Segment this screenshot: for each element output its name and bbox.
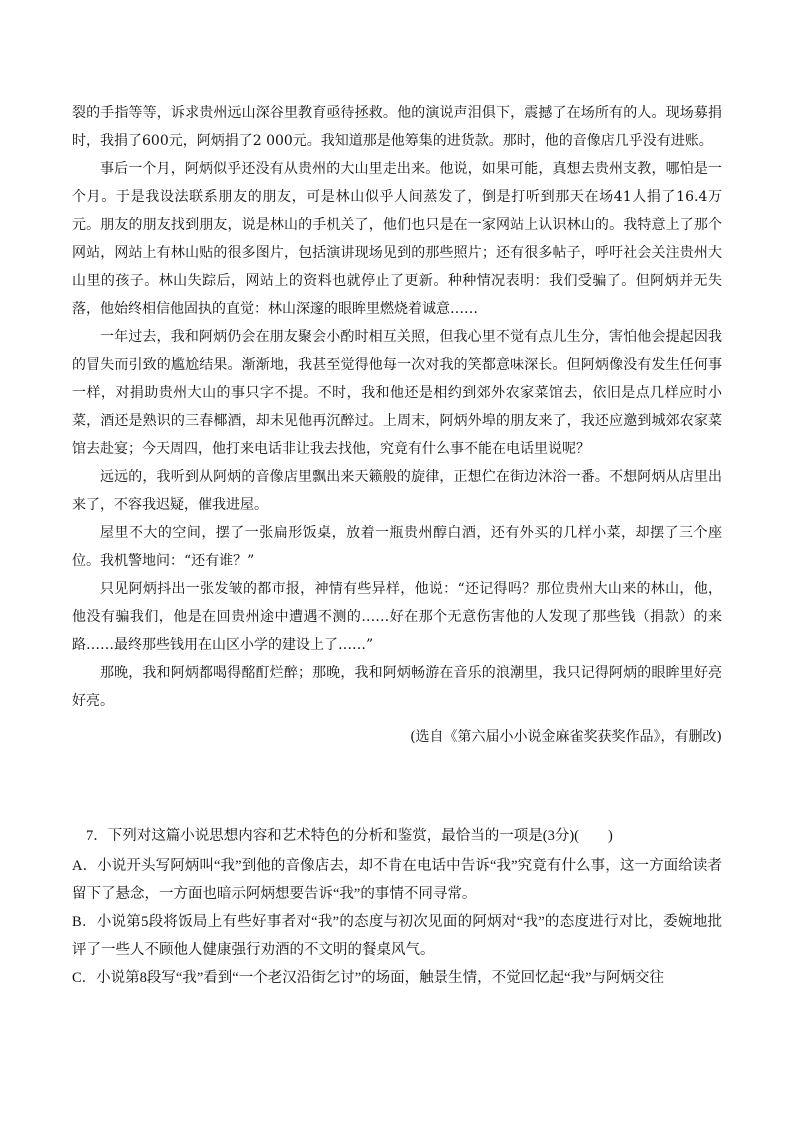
story-paragraph: 屋里不大的空间，摆了一张扁形饭桌，放着一瓶贵州醇白酒，还有外买的几样小菜，却摆了三个座位。我机警地问：“还有谁？” <box>72 525 722 569</box>
story-text <box>72 99 722 751</box>
story-paragraph: 事后一个月，阿炳似乎还没有从贵州的大山里走出来。他说，如果可能，真想去贵州支教，哪怕是一个月。于是我设法联系朋友的朋友，可是林山似乎人间蒸发了，倒是打听到那天在场41人捐了16.4万元。朋友的朋友找到朋友，说是林山的手机关了，他们也只是在一家网站上认识林山的。我特意上了那个网站，网站上有林山贴的很多图片，包括演讲现场见到的那些照片；还有很多帖子，呼吁社会关注贵州大山里的孩子。林山失踪后，网站上的资料也就停止了更新。种种情况表明：我们受骗了。但阿炳并无失落，他始终相信他固执的直觉：林山深邃的眼眸里燃烧着诚意…… <box>72 161 722 317</box>
question-block <box>72 822 722 992</box>
story-paragraph: 远远的，我听到从阿炳的音像店里飘出来天籁般的旋律，正想伫在街边沐浴一番。不想阿炳从店里出来了，不容我迟疑，催我进屋。 <box>72 469 722 513</box>
story-paragraph: 裂的手指等等，诉求贵州远山深谷里教育亟待拯救。他的演说声泪俱下，震撼了在场所有的人。现场募捐时，我捐了600元，阿炳捐了2 000元。我知道那是他筹集的进货款。那时，他的音像店几乎没有进账。 <box>72 105 722 149</box>
question-stem: 7．下列对这篇小说思想内容和艺术特色的分析和鉴赏，最恰当的一项是(3分)( ) <box>86 828 613 844</box>
story-paragraph: 一年过去，我和阿炳仍会在朋友聚会小酌时相互关照，但我心里不觉有点儿生分，害怕他会提起因我的冒失而引致的尴尬结果。渐渐地，我甚至觉得他每一次对我的笑都意味深长。但阿炳像没有发生任何事一样，对捐助贵州大山的事只字不提。不时，我和他还是相约到郊外农家菜馆去，依旧是点几样应时小菜，酒还是熟识的三春椰酒，却未见他再沉醉过。上周末，阿炳外埠的朋友来了，我还应邀到城郊农家菜馆去赴宴；今天周四，他打来电话非让我去找他，究竟有什么事不能在电话里说呢？ <box>72 329 722 457</box>
story-paragraph: 那晚，我和阿炳都喝得酩酊烂醉；那晚，我和阿炳畅游在音乐的浪潮里，我只记得阿炳的眼眸里好亮好亮。 <box>72 665 722 709</box>
answer-option-b: B．小说第5段将饭局上有些好事者对“我”的态度与初次见面的阿炳对“我”的态度进行对比，委婉地批评了一些人不顾他人健康强行劝酒的不文明的餐桌风气。 <box>72 914 722 958</box>
answer-option-c: C．小说第8段写“我”看到“一个老汉沿街乞讨”的场面，触景生情，不觉回忆起“我”与阿炳交往 <box>72 970 665 986</box>
source-citation: (选自《第六届小小说金麻雀奖获奖作品》，有删改) <box>410 729 722 745</box>
answer-option-a: A．小说开头写阿炳叫“我”到他的音像店去，却不肯在电话中告诉“我”究竟有什么事，这一方面给读者留下了悬念，一方面也暗示阿炳想要告诉“我”的事情不同寻常。 <box>72 858 722 902</box>
story-paragraph: 只见阿炳抖出一张发皱的都市报，神情有些异样，他说：“还记得吗？那位贵州大山来的林山，他，他没有骗我们，他是在回贵州途中遭遇不测的……好在那个无意伤害他的人发现了那些钱（捐款）的来路……最终那些钱用在山区小学的建设上了……” <box>72 581 722 653</box>
